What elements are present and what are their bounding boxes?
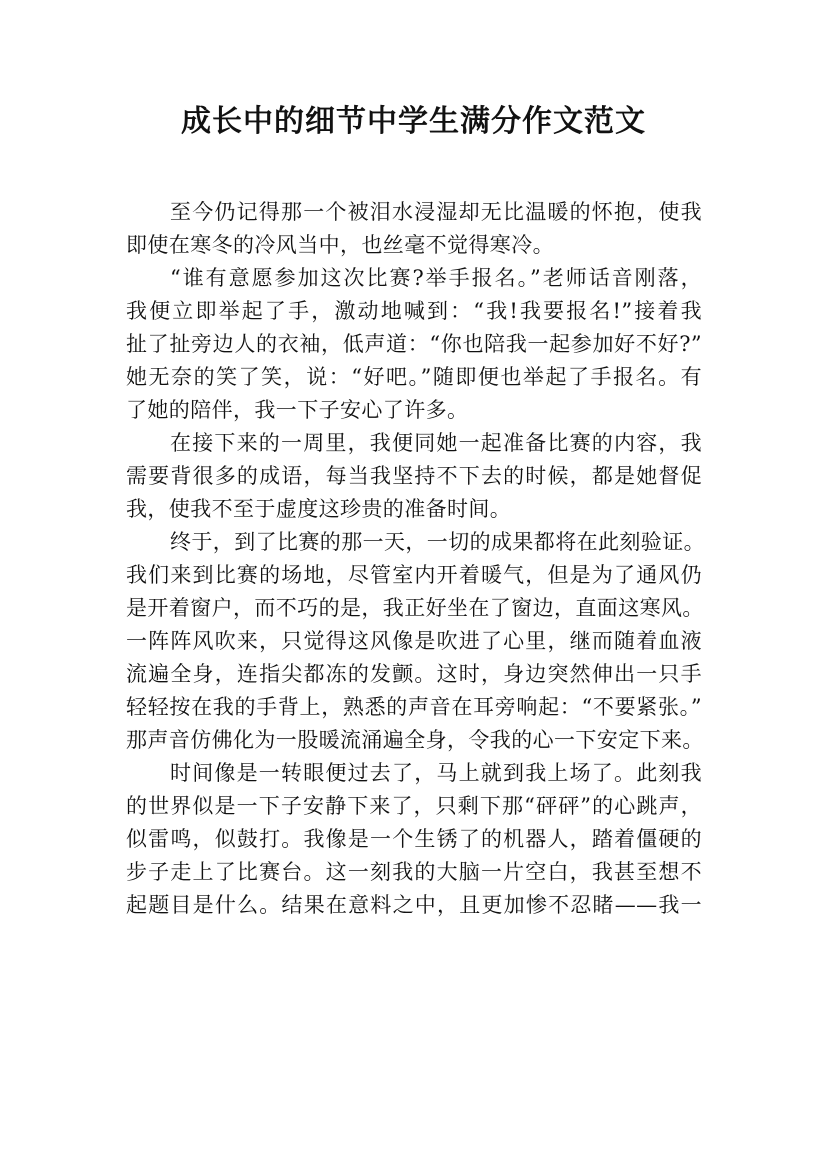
document-body bbox=[126, 196, 705, 922]
text-line: 扯了扯旁边人的衣袖，低声道：“你也陪我一起参加好不好?” bbox=[126, 332, 702, 356]
text-line: 起题目是什么。结果在意料之中，且更加惨不忍睹——我一 bbox=[126, 893, 702, 917]
text-line: 了她的陪伴，我一下子安心了许多。 bbox=[126, 398, 469, 422]
text-line: 时间像是一转眼便过去了，马上就到我上场了。此刻我 bbox=[170, 761, 702, 785]
text-line: 似雷鸣，似鼓打。我像是一个生锈了的机器人，踏着僵硬的 bbox=[126, 827, 702, 851]
text-line: 我便立即举起了手，激动地喊到：“我!我要报名!”接着我 bbox=[126, 299, 702, 323]
text-line: 我们来到比赛的场地，尽管室内开着暖气，但是为了通风仍 bbox=[126, 563, 702, 587]
text-line: 在接下来的一周里，我便同她一起准备比赛的内容，我 bbox=[170, 431, 702, 455]
text-line: 她无奈的笑了笑，说：“好吧。”随即便也举起了手报名。有 bbox=[126, 365, 702, 389]
text-line: 轻轻按在我的手背上，熟悉的声音在耳旁响起：“不要紧张。” bbox=[126, 695, 702, 719]
text-line: 的世界似是一下子安静下来了，只剩下那“砰砰”的心跳声， bbox=[126, 794, 702, 818]
document-title: 成长中的细节中学生满分作文范文 bbox=[181, 104, 646, 139]
text-line: 我，使我不至于虚度这珍贵的准备时间。 bbox=[126, 497, 512, 521]
text-line: 流遍全身，连指尖都冻的发颤。这时，身边突然伸出一只手 bbox=[126, 662, 702, 686]
text-line: “谁有意愿参加这次比赛?举手报名。”老师话音刚落， bbox=[170, 266, 702, 290]
text-line: 即使在寒冬的冷风当中，也丝毫不觉得寒冷。 bbox=[126, 233, 554, 257]
text-line: 那声音仿佛化为一股暖流涌遍全身，令我的心一下安定下来。 bbox=[126, 728, 704, 752]
text-line: 终于，到了比赛的那一天，一切的成果都将在此刻验证。 bbox=[170, 530, 705, 554]
text-line: 是开着窗户，而不巧的是，我正好坐在了窗边，直面这寒风。 bbox=[126, 596, 704, 620]
text-line: 需要背很多的成语，每当我坚持不下去的时候，都是她督促 bbox=[126, 464, 702, 488]
text-line: 至今仍记得那一个被泪水浸湿却无比温暖的怀抱，使我 bbox=[170, 200, 702, 224]
text-line: 步子走上了比赛台。这一刻我的大脑一片空白，我甚至想不 bbox=[126, 860, 702, 884]
text-line: 一阵阵风吹来，只觉得这风像是吹进了心里，继而随着血液 bbox=[126, 629, 702, 653]
